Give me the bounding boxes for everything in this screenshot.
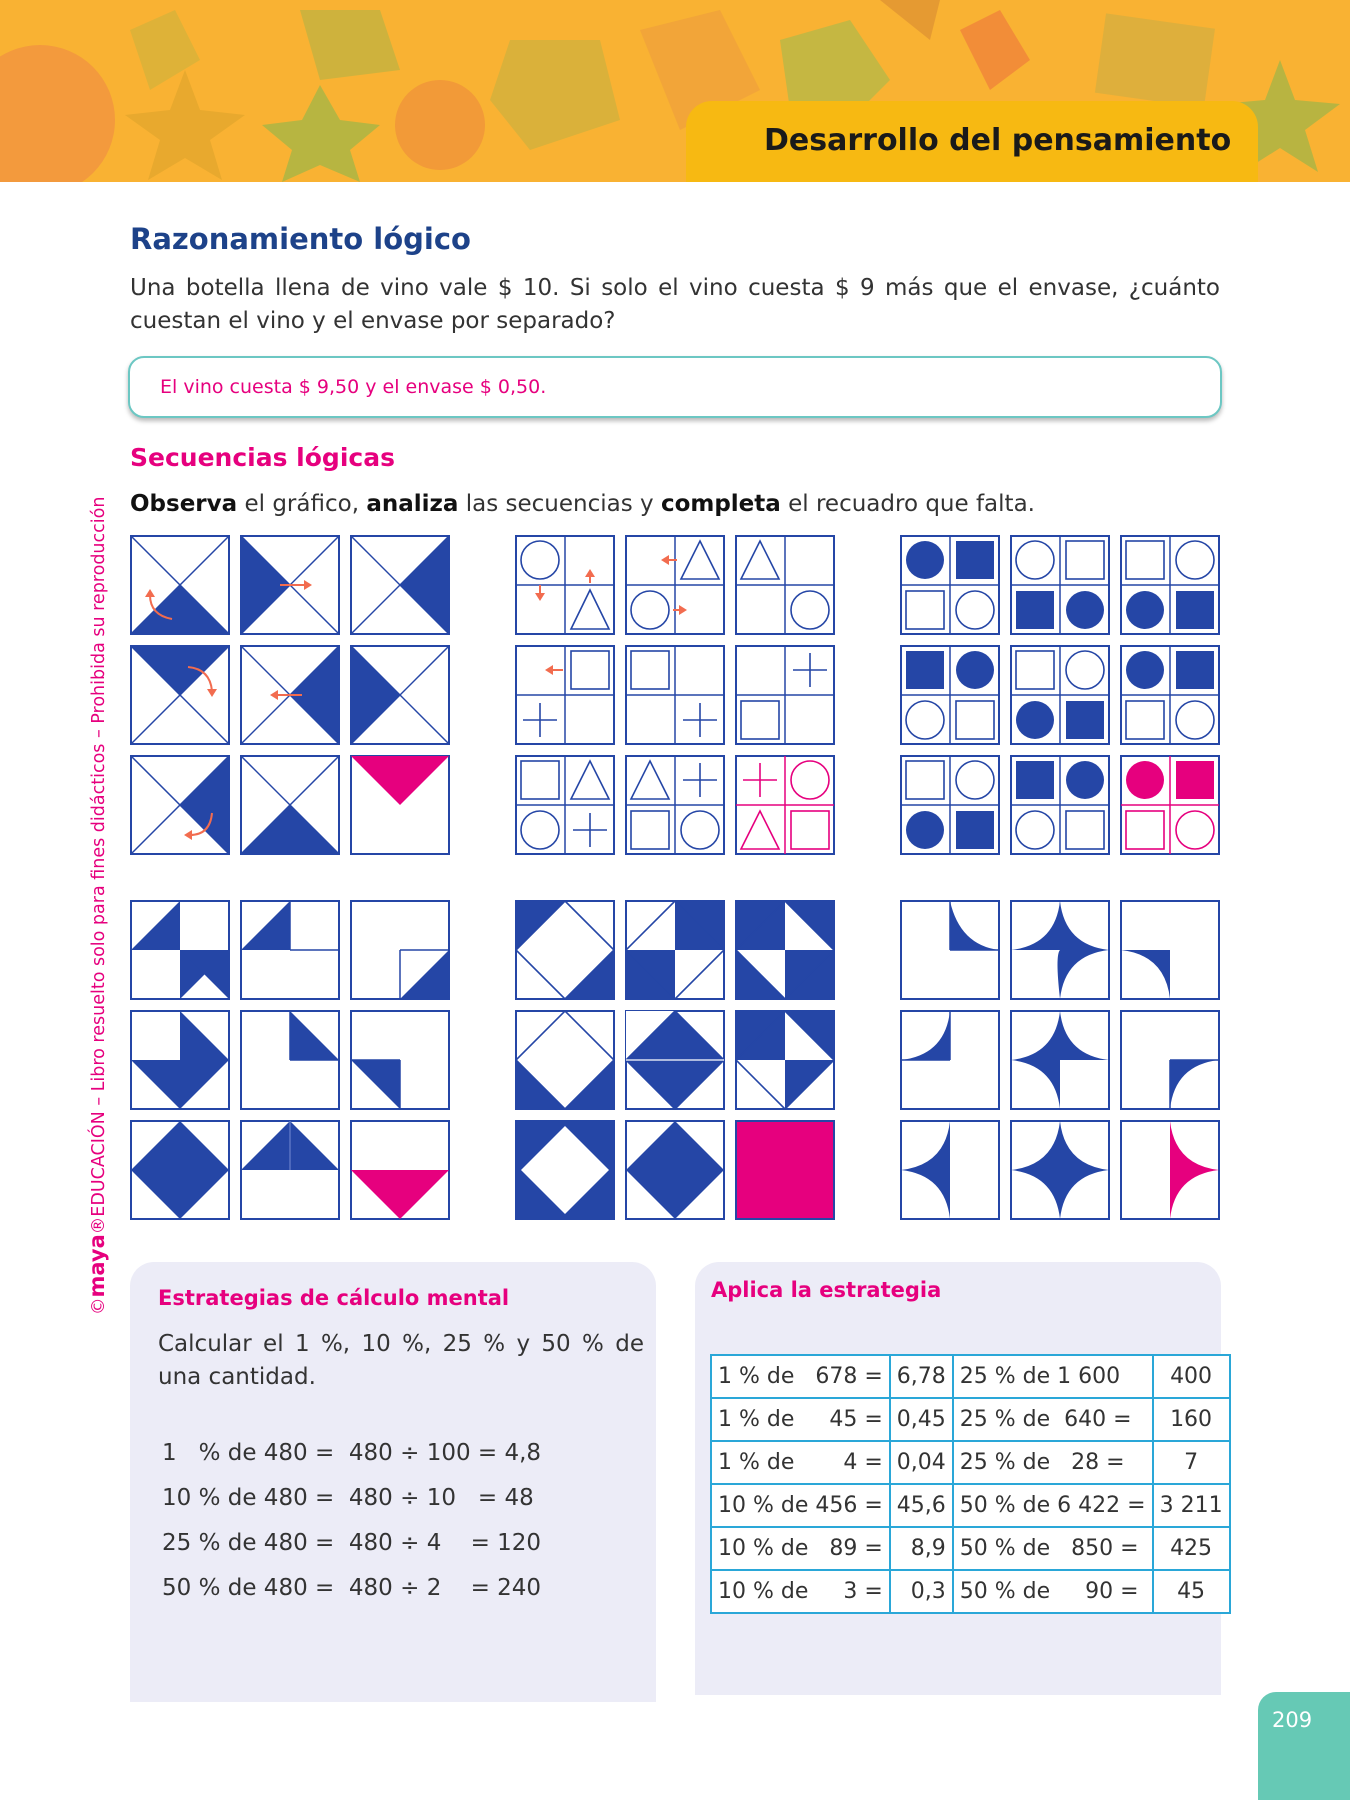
section-title: Desarrollo del pensamiento bbox=[764, 123, 1232, 158]
sequence-cell bbox=[1120, 535, 1220, 635]
brand-logo-text: maya bbox=[85, 1234, 109, 1298]
sequence-cell bbox=[625, 535, 725, 635]
notice-text: EDUCACIÓN – Libro resuelto solo para fines didácticos – Prohibida su reproducción bbox=[89, 496, 109, 1217]
sequence-cell bbox=[515, 1120, 615, 1220]
left-expression: 1 % de 4 = bbox=[711, 1441, 890, 1484]
sequence-answer-cell bbox=[1120, 1120, 1220, 1220]
sequence-cell bbox=[625, 900, 725, 1000]
sequence-answer-cell bbox=[735, 1120, 835, 1220]
answer-text: El vino cuesta $ 9,50 y el envase $ 0,50. bbox=[160, 376, 547, 398]
sequence-puzzle-3 bbox=[900, 535, 1220, 855]
sequence-cell bbox=[625, 1010, 725, 1110]
calc-line: 25 % de 480 = 480 ÷ 4 = 120 bbox=[162, 1530, 542, 1556]
right-expression: 25 % de 640 = bbox=[953, 1398, 1153, 1441]
sequence-cell bbox=[1010, 645, 1110, 745]
sequence-puzzle-5 bbox=[515, 900, 835, 1220]
apply-row bbox=[711, 1527, 1230, 1570]
apply-panel bbox=[695, 1262, 1221, 1695]
strategy-panel bbox=[130, 1262, 656, 1702]
answer-box bbox=[128, 356, 1222, 418]
instruction-bold-completa: completa bbox=[660, 491, 781, 517]
sequence-cell bbox=[350, 900, 450, 1000]
instruction-bold-observa: Observa bbox=[130, 491, 238, 517]
apply-table bbox=[710, 1354, 1231, 1614]
left-answer: 45,6 bbox=[890, 1484, 953, 1527]
right-expression: 25 % de 28 = bbox=[953, 1441, 1153, 1484]
calc-line: 50 % de 480 = 480 ÷ 2 = 240 bbox=[162, 1575, 542, 1601]
sequence-cell bbox=[350, 1010, 450, 1110]
sequence-cell bbox=[735, 645, 835, 745]
sequence-cell bbox=[515, 535, 615, 635]
sequence-answer-cell bbox=[1120, 755, 1220, 855]
apply-title: Aplica la estrategia bbox=[711, 1278, 942, 1302]
sequence-cell bbox=[1120, 900, 1220, 1000]
sequence-puzzle-2 bbox=[515, 535, 835, 855]
sequence-cell bbox=[900, 755, 1000, 855]
left-answer: 0,04 bbox=[890, 1441, 953, 1484]
sequence-answer-cell bbox=[350, 755, 450, 855]
reasoning-problem: Una botella llena de vino vale $ 10. Si solo el vino cuesta $ 9 más que el envase, ¿cuánto cuestan el vino y el envase por separado? bbox=[130, 275, 1220, 334]
sequence-cell bbox=[1010, 1010, 1110, 1110]
sequence-cell bbox=[1010, 535, 1110, 635]
sequence-cell bbox=[900, 900, 1000, 1000]
sequence-answer-cell bbox=[350, 1120, 450, 1220]
left-expression: 10 % de 456 = bbox=[711, 1484, 890, 1527]
sequence-puzzle-1 bbox=[130, 535, 450, 855]
sequence-cell bbox=[130, 900, 230, 1000]
sequence-cell bbox=[130, 1120, 230, 1220]
page-number-tab bbox=[1258, 1692, 1350, 1800]
sequence-cell bbox=[1010, 900, 1110, 1000]
sequence-cell bbox=[130, 535, 230, 635]
sequence-puzzle-4 bbox=[130, 900, 450, 1220]
reasoning-title: Razonamiento lógico bbox=[130, 222, 471, 256]
sequence-cell bbox=[900, 1120, 1000, 1220]
right-answer: 400 bbox=[1153, 1355, 1230, 1398]
sequence-answer-cell bbox=[735, 755, 835, 855]
sequence-cell bbox=[515, 900, 615, 1000]
registered-symbol: ® bbox=[89, 1216, 109, 1235]
apply-row bbox=[711, 1398, 1230, 1441]
sequence-cell bbox=[1010, 1120, 1110, 1220]
sequence-cell bbox=[240, 645, 340, 745]
instruction-text-3: el recuadro que falta. bbox=[780, 491, 1035, 517]
right-answer: 45 bbox=[1153, 1570, 1230, 1613]
sequence-cell bbox=[625, 1120, 725, 1220]
sequence-cell bbox=[240, 535, 340, 635]
sequence-cell bbox=[240, 1010, 340, 1110]
left-answer: 0,45 bbox=[890, 1398, 953, 1441]
sequence-cell bbox=[240, 755, 340, 855]
sequence-cell bbox=[515, 1010, 615, 1110]
sequence-cell bbox=[900, 645, 1000, 745]
left-answer: 8,9 bbox=[890, 1527, 953, 1570]
sequence-cell bbox=[735, 900, 835, 1000]
right-expression: 25 % de 1 600 bbox=[953, 1355, 1153, 1398]
apply-table-body bbox=[711, 1355, 1230, 1613]
instruction-bold-analiza: analiza bbox=[366, 491, 459, 517]
sequence-cell bbox=[1010, 755, 1110, 855]
right-answer: 425 bbox=[1153, 1527, 1230, 1570]
copyright-notice bbox=[85, 497, 109, 1315]
decorative-header bbox=[0, 0, 1350, 182]
section-tab bbox=[686, 101, 1258, 182]
sequence-cell bbox=[515, 645, 615, 745]
left-answer: 6,78 bbox=[890, 1355, 953, 1398]
left-answer: 0,3 bbox=[890, 1570, 953, 1613]
sequence-cell bbox=[240, 900, 340, 1000]
strategy-description: Calcular el 1 %, 10 %, 25 % y 50 % de una cantidad. bbox=[158, 1331, 644, 1390]
right-answer: 160 bbox=[1153, 1398, 1230, 1441]
sequence-cell bbox=[350, 645, 450, 745]
sequence-cell bbox=[735, 535, 835, 635]
sequence-cell bbox=[1120, 1010, 1220, 1110]
apply-row bbox=[711, 1441, 1230, 1484]
left-expression: 1 % de 45 = bbox=[711, 1398, 890, 1441]
sequence-cell bbox=[515, 755, 615, 855]
sequence-cell bbox=[240, 1120, 340, 1220]
sequence-cell bbox=[625, 755, 725, 855]
sequences-title: Secuencias lógicas bbox=[130, 443, 395, 472]
page-number: 209 bbox=[1272, 1708, 1313, 1732]
left-expression: 1 % de 678 = bbox=[711, 1355, 890, 1398]
right-expression: 50 % de 850 = bbox=[953, 1527, 1153, 1570]
left-expression: 10 % de 3 = bbox=[711, 1570, 890, 1613]
copyright-symbol: © bbox=[89, 1297, 109, 1315]
right-answer: 3 211 bbox=[1153, 1484, 1230, 1527]
right-expression: 50 % de 6 422 = bbox=[953, 1484, 1153, 1527]
sequence-puzzle-6 bbox=[900, 900, 1220, 1220]
right-expression: 50 % de 90 = bbox=[953, 1570, 1153, 1613]
sequence-cell bbox=[350, 535, 450, 635]
sequence-cell bbox=[130, 755, 230, 855]
left-expression: 10 % de 89 = bbox=[711, 1527, 890, 1570]
sequence-cell bbox=[735, 1010, 835, 1110]
sequence-cell bbox=[1120, 645, 1220, 745]
calc-line: 1 % de 480 = 480 ÷ 100 = 4,8 bbox=[162, 1440, 542, 1466]
instruction-text-1: el gráfico, bbox=[237, 491, 367, 517]
apply-row bbox=[711, 1355, 1230, 1398]
apply-row bbox=[711, 1570, 1230, 1613]
apply-row bbox=[711, 1484, 1230, 1527]
sequences-instruction bbox=[130, 491, 1035, 517]
calc-line: 10 % de 480 = 480 ÷ 10 = 48 bbox=[162, 1485, 534, 1511]
right-answer: 7 bbox=[1153, 1441, 1230, 1484]
sequence-cell bbox=[900, 1010, 1000, 1110]
sequence-cell bbox=[625, 645, 725, 745]
strategy-title: Estrategias de cálculo mental bbox=[158, 1286, 510, 1310]
sequence-cell bbox=[130, 1010, 230, 1110]
sequence-cell bbox=[130, 645, 230, 745]
sequence-cell bbox=[900, 535, 1000, 635]
instruction-text-2: las secuencias y bbox=[458, 491, 661, 517]
